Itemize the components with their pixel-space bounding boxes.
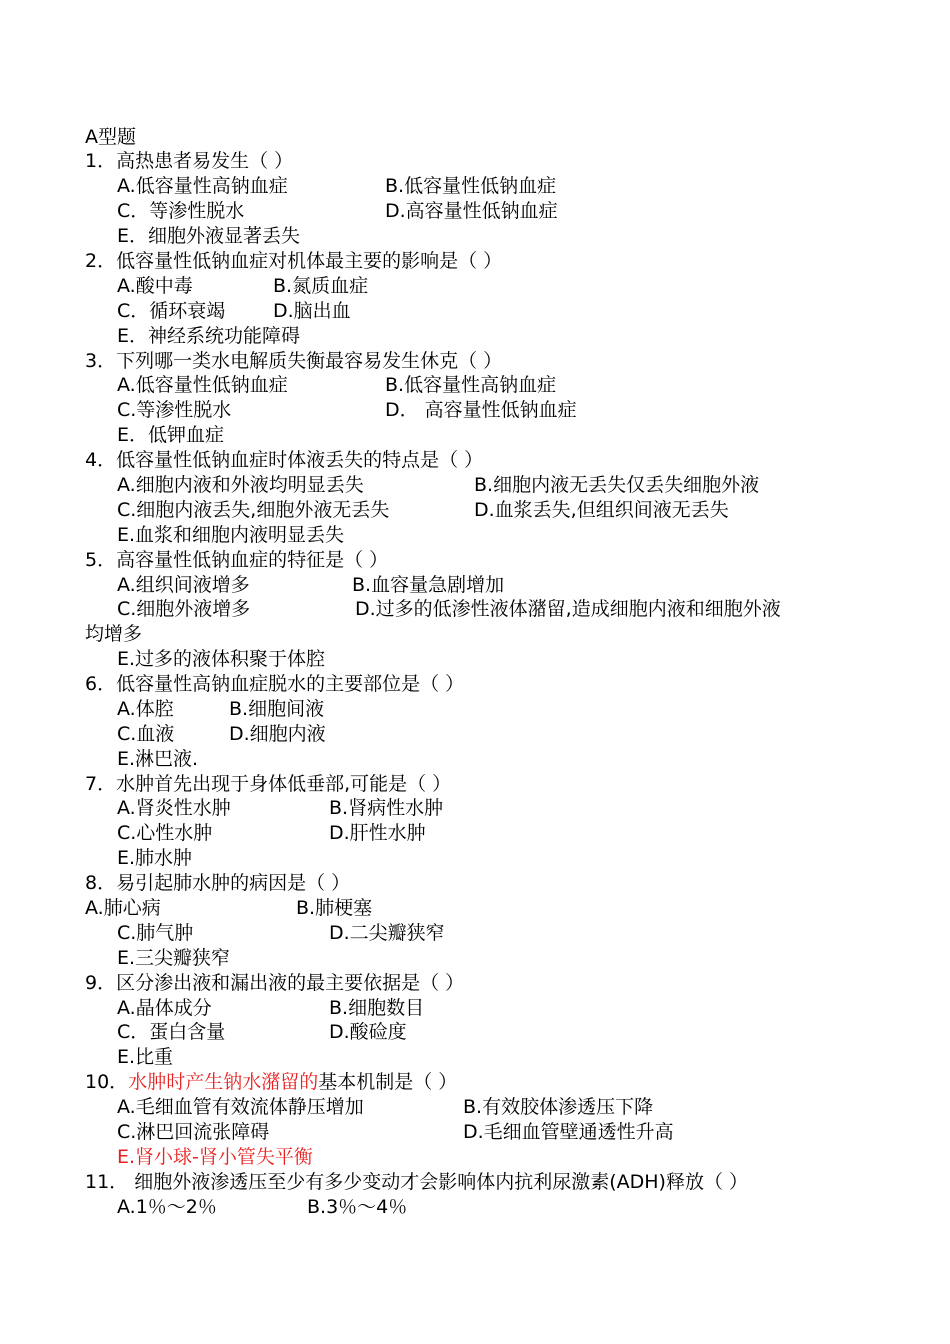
q2-option-b: B.氮质血症 — [273, 275, 369, 297]
q4-option-c: C.细胞内液丢失,细胞外液无丢失 — [117, 499, 390, 521]
q9-option-a: A.晶体成分 — [117, 997, 212, 1019]
q10-stem-rest: 基本机制是（ ） — [318, 1071, 458, 1093]
q1-option-e: E．细胞外液显著丢失 — [117, 225, 301, 247]
question-1-stem: 1．高热患者易发生（ ） — [85, 150, 294, 172]
q8-option-e: E.三尖瓣狭窄 — [117, 947, 231, 969]
q9-option-d: D.酸硷度 — [329, 1021, 407, 1043]
q10-stem-highlight: 水肿时产生钠水潴留的 — [128, 1071, 319, 1093]
q7-option-b: B.肾病性水肿 — [329, 797, 444, 819]
section-title: A型题 — [85, 126, 136, 148]
q9-option-e: E.比重 — [117, 1046, 174, 1068]
q1-option-b: B.低容量性低钠血症 — [385, 175, 557, 197]
q7-option-e: E.肺水肿 — [117, 847, 193, 869]
q4-option-e: E.血浆和细胞内液明显丢失 — [117, 524, 345, 546]
q1-option-a: A.低容量性高钠血症 — [117, 175, 288, 197]
q10-option-b: B.有效胶体渗透压下降 — [463, 1096, 654, 1118]
q10-option-e: E.肾小球-肾小管失平衡 — [117, 1146, 313, 1168]
q5-option-d: D.过多的低渗性液体潴留,造成细胞内液和细胞外液 — [355, 598, 781, 620]
q3-option-e: E．低钾血症 — [117, 424, 225, 446]
q11-option-b: B.3％～4％ — [307, 1196, 408, 1218]
q8-option-b: B.肺梗塞 — [296, 897, 373, 919]
q5-option-d-continued: 均增多 — [85, 623, 143, 645]
question-10-stem — [85, 1070, 457, 1095]
q9-option-c: C．蛋白含量 — [117, 1021, 226, 1043]
q8-option-d: D.二尖瓣狭窄 — [329, 922, 445, 944]
q11-option-a: A.1％～2％ — [117, 1196, 217, 1218]
question-7-stem: 7．水肿首先出现于身体低垂部,可能是（ ） — [85, 773, 452, 795]
q5-option-a: A.组织间液增多 — [117, 574, 250, 596]
q8-option-c: C.肺气肿 — [117, 922, 194, 944]
q6-option-a: A.体腔 — [117, 698, 174, 720]
question-8-stem: 8．易引起肺水肿的病因是（ ） — [85, 872, 351, 894]
question-5-stem: 5．高容量性低钠血症的特征是（ ） — [85, 549, 389, 571]
q1-option-c: C．等渗性脱水 — [117, 200, 245, 222]
q3-option-d: D． 高容量性低钠血症 — [385, 399, 577, 421]
q9-option-b: B.细胞数目 — [329, 997, 425, 1019]
question-4-stem: 4．低容量性低钠血症时体液丢失的特点是（ ） — [85, 449, 484, 471]
q8-option-a: A.肺心病 — [85, 897, 161, 919]
q6-option-e: E.淋巴液. — [117, 748, 199, 770]
q10-stem-number: 10． — [85, 1071, 129, 1093]
q6-option-c: C.血液 — [117, 723, 175, 745]
q2-option-a: A.酸中毒 — [117, 275, 193, 297]
q7-option-d: D.肝性水肿 — [329, 822, 426, 844]
q2-option-c: C．循环衰竭 — [117, 300, 226, 322]
q4-option-a: A.细胞内液和外液均明显丢失 — [117, 474, 364, 496]
q5-option-b: B.血容量急剧增加 — [352, 574, 505, 596]
q4-option-b: B.细胞内液无丢失仅丢失细胞外液 — [474, 474, 760, 496]
q10-option-d: D.毛细血管壁通透性升高 — [463, 1121, 674, 1143]
q4-option-d: D.血浆丢失,但组织间液无丢失 — [474, 499, 729, 521]
q7-option-c: C.心性水肿 — [117, 822, 213, 844]
q5-option-c: C.细胞外液增多 — [117, 598, 251, 620]
q6-option-d: D.细胞内液 — [229, 723, 326, 745]
q10-option-c: C.淋巴回流张障碍 — [117, 1121, 270, 1143]
q5-option-e: E.过多的液体积聚于体腔 — [117, 648, 326, 670]
q2-option-d: D.脑出血 — [273, 300, 351, 322]
question-2-stem: 2．低容量性低钠血症对机体最主要的影响是（ ） — [85, 250, 503, 272]
q3-option-b: B.低容量性高钠血症 — [385, 374, 557, 396]
q2-option-e: E．神经系统功能障碍 — [117, 325, 301, 347]
q7-option-a: A.肾炎性水肿 — [117, 797, 231, 819]
q1-option-d: D.高容量性低钠血症 — [385, 200, 558, 222]
q10-option-a: A.毛细血管有效流体静压增加 — [117, 1096, 364, 1118]
question-9-stem: 9．区分渗出液和漏出液的最主要依据是（ ） — [85, 972, 465, 994]
question-11-stem: 11． 细胞外液渗透压至少有多少变动才会影响体内抗利尿激素(ADH)释放（ ） — [85, 1171, 748, 1193]
q3-option-c: C.等渗性脱水 — [117, 399, 232, 421]
question-6-stem: 6．低容量性高钠血症脱水的主要部位是（ ） — [85, 673, 465, 695]
question-3-stem: 3．下列哪一类水电解质失衡最容易发生休克（ ） — [85, 350, 503, 372]
q6-option-b: B.细胞间液 — [229, 698, 325, 720]
q3-option-a: A.低容量性低钠血症 — [117, 374, 288, 396]
